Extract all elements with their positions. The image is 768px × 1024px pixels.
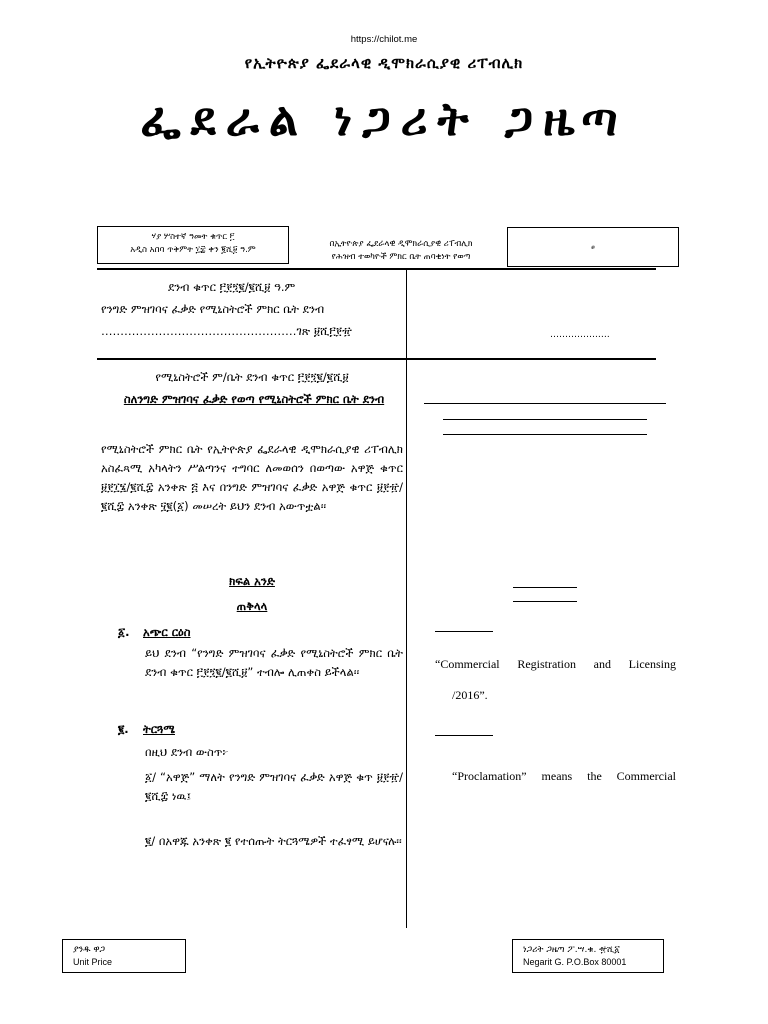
contents-top-rule xyxy=(97,268,656,270)
unit-price-english: Unit Price xyxy=(73,957,113,967)
contents-page: ገጽ ፱ሺ፫፻፹ xyxy=(296,324,352,338)
po-box-box xyxy=(512,939,664,973)
english-part-subtitle-rule xyxy=(513,601,577,602)
english-section-1-rule xyxy=(435,631,493,632)
contents-line-1: ደንብ ቁጥር ፫፻፺፪/፪ሺ፱ ዓ.ም xyxy=(168,280,296,294)
english-short-title-end: /2016”. xyxy=(452,688,488,702)
part-title: ክፍል አንድ xyxy=(229,574,275,588)
unit-price-box xyxy=(62,939,186,973)
english-issue-box-text: ፀ xyxy=(591,243,595,251)
po-box-amharic: ነጋሪት ጋዜጣ ፖ.ሣ.ቁ. ፹ሺ፩ xyxy=(523,945,620,955)
issue-info-box xyxy=(97,226,289,264)
contents-line-2: የንግድ ምዝገባና ፈቃድ የሚኒስትሮች ምክር ቤት ደንብ xyxy=(101,302,325,316)
english-title-rule-1 xyxy=(424,403,666,404)
english-contents-dots: …………….…. xyxy=(550,330,610,340)
contents-dots: …………………………………………… xyxy=(101,324,297,338)
english-title-rule-2 xyxy=(443,419,647,420)
regulation-number: የሚኒስትሮች ም/ቤት ደንብ ቁጥር ፫፻፺፪/፪ሺ፱ xyxy=(155,370,349,384)
english-section-2-rule xyxy=(435,735,493,736)
regulation-preamble: የሚኒስትሮች ምክር ቤት የኢትዮጵያ ፌደራላዊ ዲሞክራሲያዊ ሪፐብሊክ አስፈጻሚ አካላትን ሥልጣንና ተግባር ለመወሰን በወጣው አዋጅ ቁጥር ፱፻፲፮/፪ሺ፰ አንቀጽ ፭ እና በንግድ ምዝገባና ፈቃድ አዋጅ ቁጥር ፱፻፹/፪ሺ፰ አንቀጽ ፶፪(፩) መሠረት ይህን ደንብ አውጥቷል፡፡ xyxy=(101,442,403,513)
english-definition-text: “Proclamation” means the Commercial xyxy=(452,769,676,783)
section-2-intro: በዚህ ደንብ ውስጥ፦ xyxy=(145,745,229,759)
issuer-info xyxy=(298,238,504,264)
issue-date: አዲስ አበባ ጥቅምት ፲፰ ቀን ፪ሺ፱ ዓ.ም xyxy=(130,245,256,255)
po-box-english: Negarit G. P.O.Box 80001 xyxy=(523,957,627,967)
issuer-line-1: በኢትዮጵያ ፌደራላዊ ዲሞክራሲያዊ ሪፐብሊክ xyxy=(329,239,473,249)
regulation-title: ስለንግድ ምዝገባና ፈቃድ የወጣ የሚኒስትሮች ምክር ቤት ደንብ xyxy=(123,392,385,406)
english-title-rule-3 xyxy=(443,434,647,435)
part-subtitle: ጠቅላላ xyxy=(236,599,268,613)
issue-year-number: ሃያ ሦስተኛ ዓመት ቁጥር ፫ xyxy=(151,232,235,242)
source-url: https://chilot.me xyxy=(350,34,418,45)
gazette-masthead: ፌደራል ነጋሪት ጋዜጣ xyxy=(140,92,628,146)
section-1-number: ፩. xyxy=(118,625,130,639)
issuer-line-2: የሕዝብ ተወካዮች ምክር ቤት ጠባቂነት የወጣ xyxy=(331,252,471,262)
contents-bottom-rule xyxy=(97,358,656,360)
english-part-rule xyxy=(513,587,577,588)
definition-item-2: ፪/ በአዋጁ አንቀጽ ፪ የተሰጡት ትርጓሜዎች ተፈፃሚ ይሆናሉ፡፡ xyxy=(145,834,402,848)
definition-item-1: ፩/ “አዋጅ” ማለት የንግድ ምዝገባና ፈቃድ አዋጅ ቁጥ ፱፻፹/፪ሺ፰ ነዉ፤ xyxy=(145,770,403,803)
section-1-text: ይህ ደንብ “የንግድ ምዝገባና ፈቃድ የሚኒስትሮች ምክር ቤት ደንብ ቁጥር ፫፻፺፪/፪ሺ፱” ተብሎ ሊጠቀስ ይችላል፡፡ xyxy=(145,646,403,679)
column-divider xyxy=(406,268,407,928)
english-short-title-text: “Commercial Registration and Licensing xyxy=(435,657,676,671)
section-2-number: ፪. xyxy=(118,722,129,736)
unit-price-amharic: ያንዱ ዋጋ xyxy=(73,945,106,955)
english-issue-box xyxy=(507,227,679,267)
contents-line-3 xyxy=(101,322,403,340)
republic-name: የኢትዮጵያ ፌደራላዊ ዲሞክራሲያዊ ሪፐብሊክ xyxy=(244,54,524,72)
section-1-title: አጭር ርዕስ xyxy=(143,625,191,639)
section-2-title: ትርጓሜ xyxy=(143,722,175,736)
